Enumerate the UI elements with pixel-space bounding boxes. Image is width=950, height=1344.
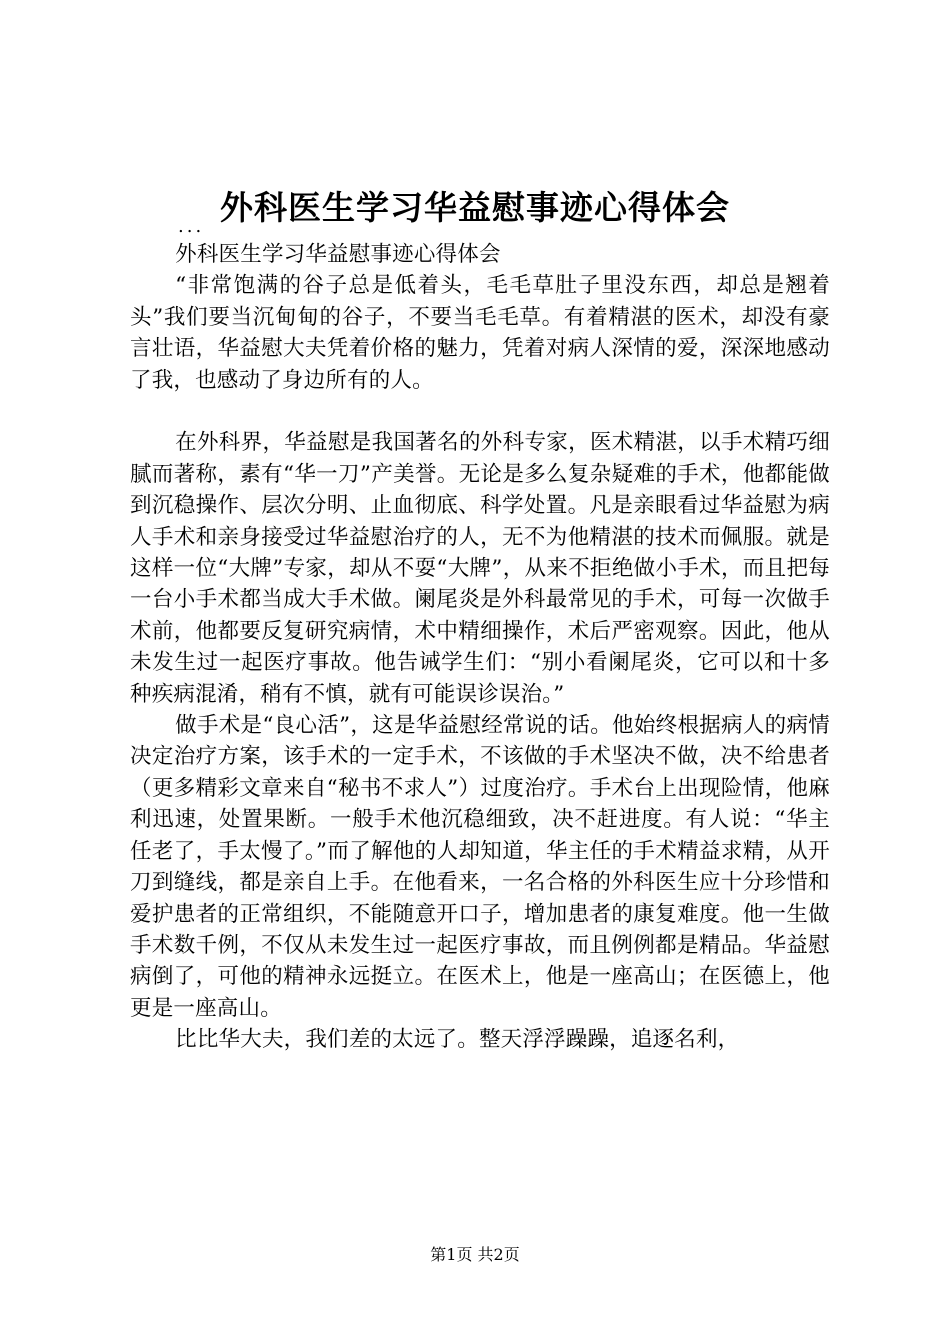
- paragraph-4: 比比华大夫，我们差的太远了。整天浮浮躁躁，追逐名利，: [175, 1027, 740, 1053]
- paragraph-subtitle: 外科医生学习华益慰事迹心得体会: [175, 242, 501, 267]
- paragraph-1: “非常饱满的谷子总是低着头，毛毛草肚子里没东西，却总是翘着头”我们要当沉甸甸的谷子，不要当毛毛草。有着精湛的医术，却没有豪言壮语，华益慰大夫凭着价格的魅力，凭着对病人深情的爱，深深地感动了我，也感动了身边所有的人。: [130, 273, 830, 393]
- document-title: 外科医生学习华益慰事迹心得体会: [220, 188, 730, 227]
- paragraph-3: 做手术是“良心活”，这是华益慰经常说的话。他始终根据病人的病情决定治疗方案，该手术的一定手术，不该做的手术坚决不做，决不给患者（更多精彩文章来自“秘书不求人”）过度治疗。手术台上出现险情，他麻利迅速，处置果断。一般手术他沉稳细致，决不赶进度。有人说：“华主任老了，手太慢了。”而了解他的人却知道，华主任的手术精益求精，从开刀到缝线，都是亲自上手。在他看来，一名合格的外科医生应十分珍惜和爱护患者的正常组织，不能随意开口子，增加患者的康复难度。他一生做手术数千例，不仅从未发生过一起医疗事故，而且例例都是精品。华益慰病倒了，可他的精神永远挺立。在医术上，他是一座高山；在医德上，他更是一座高山。: [130, 713, 830, 1021]
- paragraph-2: 在外科界，华益慰是我国著名的外科专家，医术精湛，以手术精巧细腻而著称，素有“华一刀”产美誉。无论是多么复杂疑难的手术，他都能做到沉稳操作、层次分明、止血彻底、科学处置。凡是亲眼看过华益慰为病人手术和亲身接受过华益慰治疗的人，无不为他精湛的技术而佩服。就是这样一位“大牌”专家，却从不耍“大牌”，从来不拒绝做小手术，而且把每一台小手术都当成大手术做。阑尾炎是外科最常见的手术，可每一次做手术前，他都要反复研究病情，术中精细操作，术后严密观察。因此，他从未发生过一起医疗事故。他告诫学生们：“别小看阑尾炎，它可以和十多种疾病混淆，稍有不慎，就有可能误诊误治。”: [130, 430, 830, 707]
- page-footer: 第1页 共2页: [430, 1245, 520, 1264]
- document-body: [130, 239, 830, 1056]
- ellipsis-marker: ...: [178, 216, 205, 237]
- paragraph-blank: [130, 396, 830, 427]
